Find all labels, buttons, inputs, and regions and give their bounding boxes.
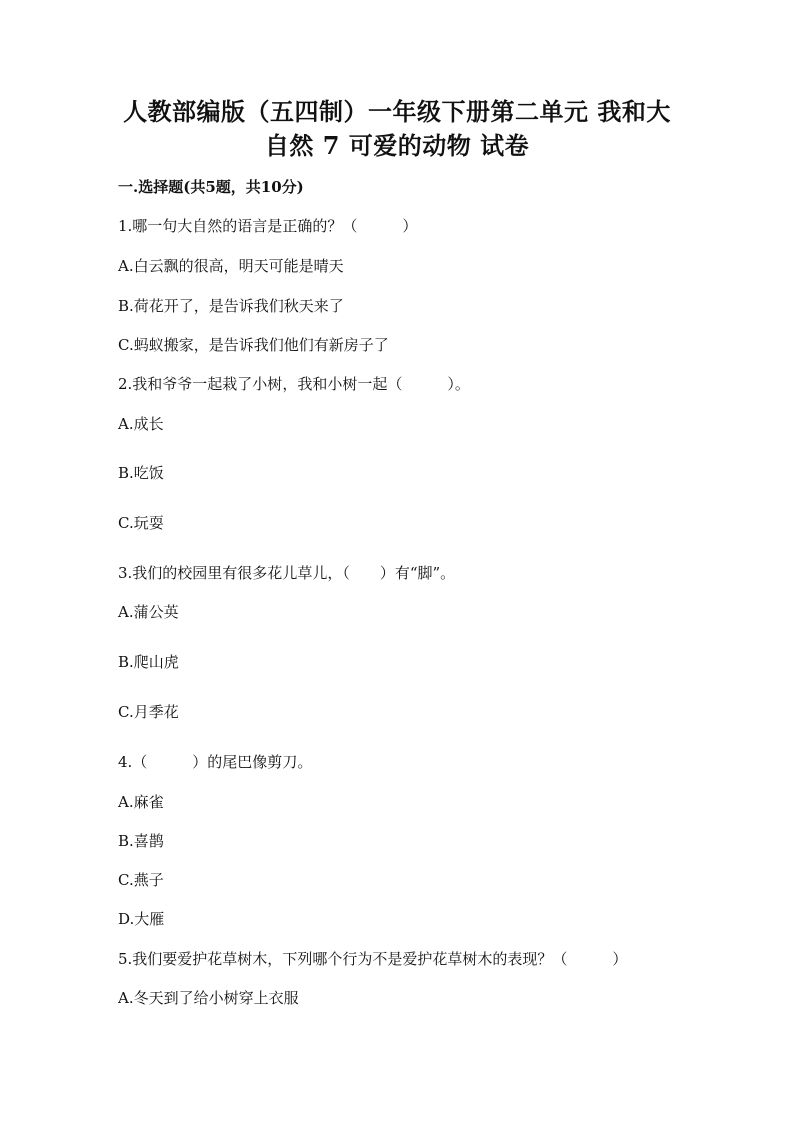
question-4-option-b: B.喜鹊 xyxy=(118,832,164,850)
document-title-line-2: 自然 7 可爱的动物 试卷 xyxy=(264,131,530,160)
question-3-stem: 3.我们的校园里有很多花儿草儿，（ ）有“脚”。 xyxy=(118,564,456,582)
question-5-stem: 5.我们要爱护花草树木，下列哪个行为不是爱护花草树木的表现？（ ） xyxy=(118,950,628,968)
question-3-option-b: B.爬山虎 xyxy=(118,653,179,671)
question-1-option-c: C.蚂蚁搬家，是告诉我们他们有新房子了 xyxy=(118,336,389,354)
question-2-option-b: B.吃饭 xyxy=(118,464,164,482)
question-1-stem: 1.哪一句大自然的语言是正确的？（ ） xyxy=(118,217,418,235)
question-4-option-c: C.燕子 xyxy=(118,871,164,889)
question-3-option-a: A.蒲公英 xyxy=(118,603,179,621)
question-5-option-a: A.冬天到了给小树穿上衣服 xyxy=(118,989,299,1007)
question-4-option-d: D.大雁 xyxy=(118,910,165,928)
question-1-option-b: B.荷花开了，是告诉我们秋天来了 xyxy=(118,297,344,315)
section-heading: 一.选择题(共5题，共10分) xyxy=(118,178,304,196)
document-title-line-1: 人教部编版（五四制）一年级下册第二单元 我和大 xyxy=(123,97,671,126)
question-4-option-a: A.麻雀 xyxy=(118,793,164,811)
question-2-option-a: A.成长 xyxy=(118,415,164,433)
question-2-option-c: C.玩耍 xyxy=(118,514,164,532)
question-3-option-c: C.月季花 xyxy=(118,703,179,721)
question-4-stem: 4.（ ）的尾巴像剪刀。 xyxy=(118,753,313,771)
question-2-stem: 2.我和爷爷一起栽了小树，我和小树一起（ ）。 xyxy=(118,375,470,393)
question-1-option-a: A.白云飘的很高，明天可能是晴天 xyxy=(118,257,344,275)
